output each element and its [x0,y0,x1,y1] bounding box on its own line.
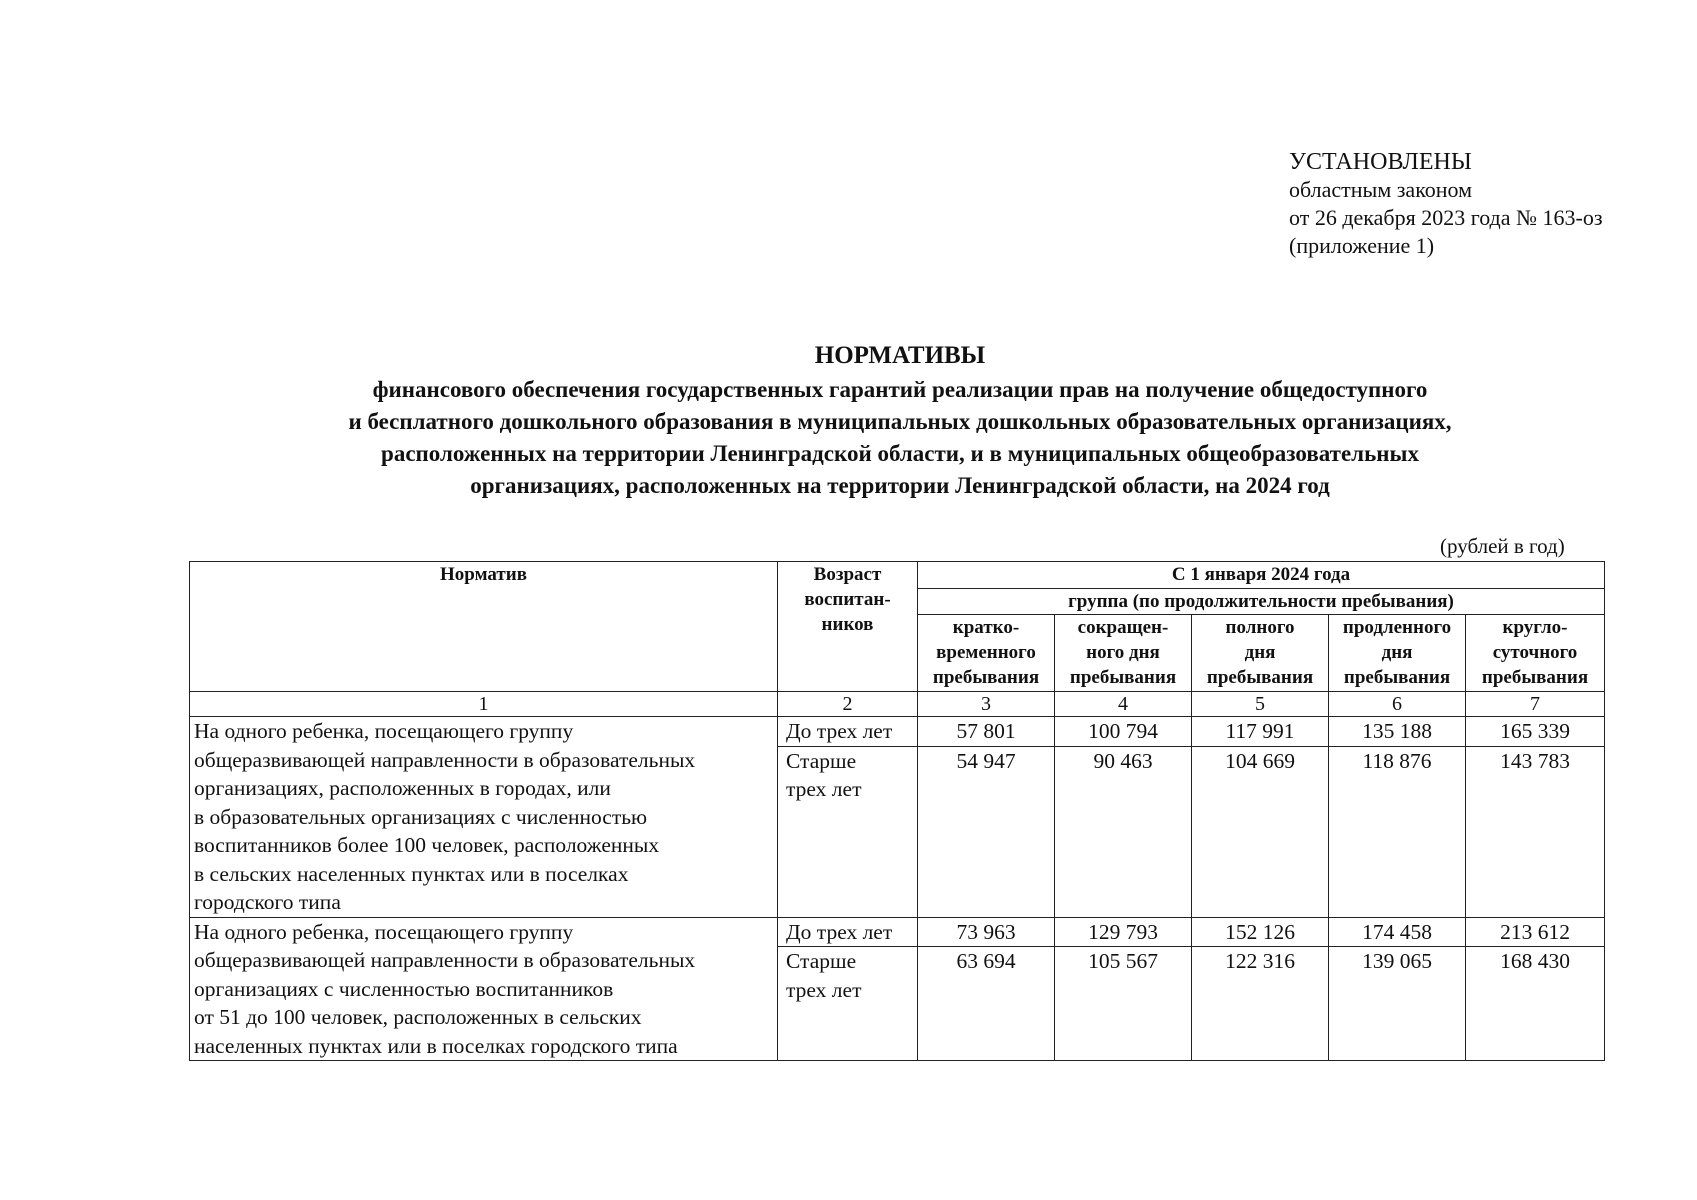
header-extended-day: продленного дня пребывания [1329,615,1466,692]
column-number: 4 [1055,692,1192,717]
value-cell: 57 801 [918,717,1055,747]
value-cell: 104 669 [1192,746,1329,917]
approval-line-3: от 26 декабря 2023 года № 163-оз [1289,205,1603,230]
value-cell: 143 783 [1466,746,1605,917]
value-cell: 168 430 [1466,947,1605,1061]
age-under-three: До трех лет [778,717,918,747]
table-row [190,717,1605,747]
value-cell: 165 339 [1466,717,1605,747]
value-cell: 139 065 [1329,947,1466,1061]
column-number: 6 [1329,692,1466,717]
column-number: 5 [1192,692,1329,717]
title-line-4: организациях, расположенных на территории Ленинградской области, на 2024 год [470,473,1330,498]
approval-stamp [1289,148,1603,260]
value-cell: 129 793 [1055,917,1192,947]
value-cell: 54 947 [918,746,1055,917]
approval-heading: УСТАНОВЛЕНЫ [1289,149,1472,175]
value-cell: 105 567 [1055,947,1192,1061]
header-age: Возраст воспитан- ников [778,562,918,692]
value-cell: 118 876 [1329,746,1466,917]
value-cell: 213 612 [1466,917,1605,947]
header-short-stay: кратко- временного пребывания [918,615,1055,692]
column-number: 7 [1466,692,1605,717]
value-cell: 100 794 [1055,717,1192,747]
header-round-the-clock: кругло- суточного пребывания [1466,615,1605,692]
title-line-1: финансового обеспечения государственных гарантий реализации прав на получение общедоступного [372,377,1428,402]
age-over-three: Старше трех лет [778,746,918,917]
value-cell: 117 991 [1192,717,1329,747]
header-period: С 1 января 2024 года [918,562,1605,589]
title-line-2: и бесплатного дошкольного образования в муниципальных дошкольных образовательных организациях, [348,409,1452,434]
units-note: (рублей в год) [1440,534,1565,558]
value-cell: 73 963 [918,917,1055,947]
value-cell: 174 458 [1329,917,1466,947]
header-full-day: полного дня пребывания [1192,615,1329,692]
header-group: группа (по продолжительности пребывания) [918,589,1605,615]
column-number: 2 [778,692,918,717]
header-reduced-day: сокращен- ного дня пребывания [1055,615,1192,692]
table-row [190,917,1605,947]
value-cell: 90 463 [1055,746,1192,917]
row-description: На одного ребенка, посещающего группу общеразвивающей направленности в образовательных организациях, расположенных в городах, или в образовательных организациях с численностью воспитанников более 100 человек, расположенных в сельских населенных пунктах или в поселках городского типа [190,717,778,918]
approval-line-2: областным законом [1289,177,1473,202]
header-normativ: Норматив [190,562,778,692]
normatives-table [189,561,1605,1061]
value-cell: 63 694 [918,947,1055,1061]
title-main: НОРМАТИВЫ [814,342,986,369]
age-over-three: Старше трех лет [778,947,918,1061]
title-line-3: расположенных на территории Ленинградской области, и в муниципальных общеобразовательных [381,441,1419,466]
value-cell: 152 126 [1192,917,1329,947]
value-cell: 135 188 [1329,717,1466,747]
document-title [200,340,1600,502]
column-number: 3 [918,692,1055,717]
age-under-three: До трех лет [778,917,918,947]
column-numbers-row [190,692,1605,717]
row-description: На одного ребенка, посещающего группу общеразвивающей направленности в образовательных организациях с численностью воспитанников от 51 до 100 человек, расположенных в сельских населенных пунктах или в поселках городского типа [190,917,778,1061]
column-number: 1 [190,692,778,717]
approval-line-4: (приложение 1) [1289,233,1435,258]
value-cell: 122 316 [1192,947,1329,1061]
